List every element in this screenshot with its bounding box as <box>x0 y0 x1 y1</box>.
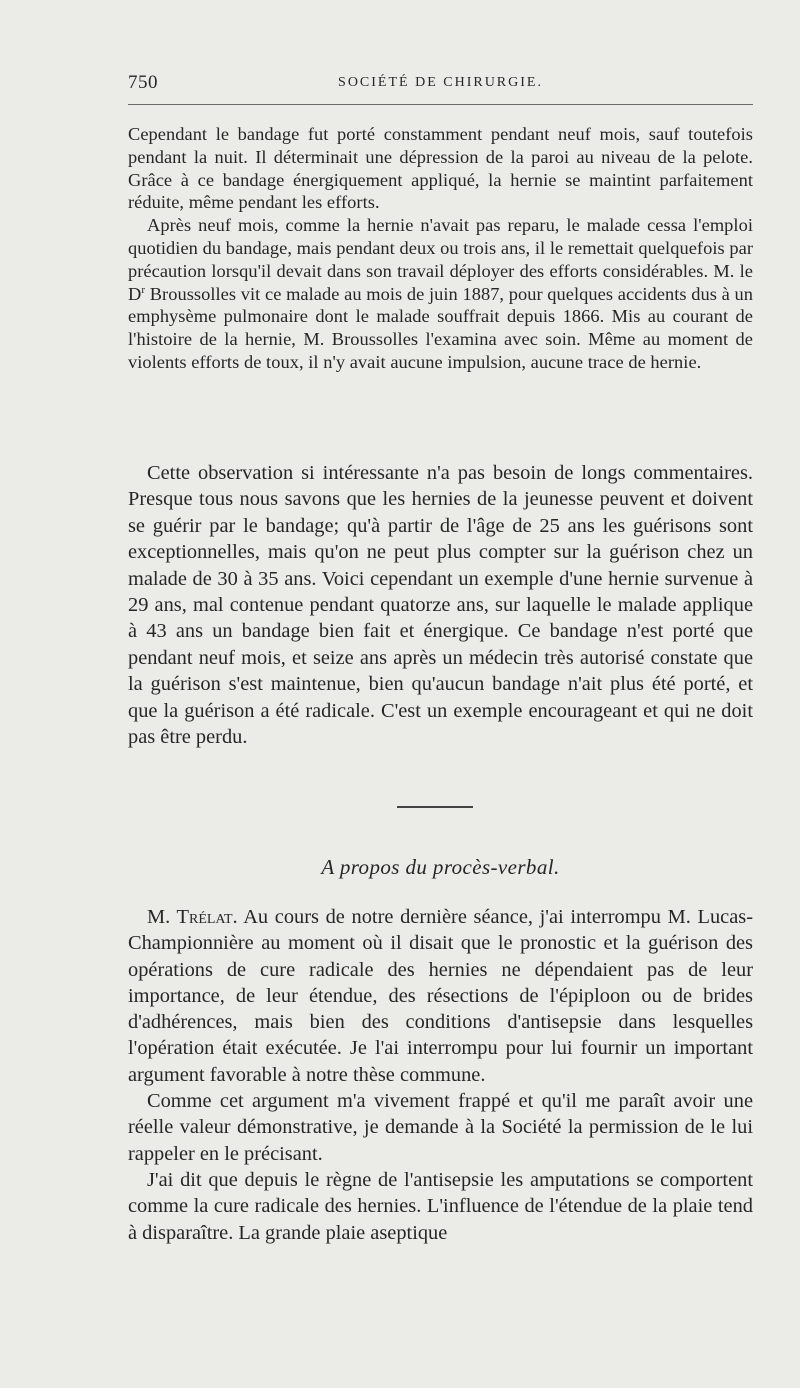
section-body <box>128 904 753 1246</box>
case-paragraph-2-start: Après neuf mois, comme la hernie n'avait pas reparu, le malade cessa l'emploi quotidien du bandage, mais pendant deux ou trois ans, il le remettait quelquefois par précaution lorsqu'il devait dans son travail déployer des efforts considérables. M. le D <box>128 215 753 304</box>
commentary-paragraph: Cette observation si intéressante n'a pas besoin de longs commentaires. Presque tous nous savons que les hernies de la jeunesse peuvent et doivent se guérir par le bandage; qu'à partir de l'âge de 25 ans les guérisons sont exceptionnelles, mais qu'on ne peut plus compter sur la guérison chez un malade de 30 à 35 ans. Voici cependant un exemple d'une hernie survenue à 29 ans, mal contenue pendant quatorze ans, sur laquelle le malade applique à 43 ans un bandage bien fait et énergique. Ce bandage n'est porté que pendant neuf mois, et seize ans après un médecin très autorisé constate que la guérison s'est maintenue, bien qu'aucun bandage n'ait plus été porté, et que la guérison a été radicale. C'est un exemple encourageant et qui ne doit pas être perdu. <box>128 462 753 749</box>
section-divider <box>397 806 473 808</box>
header-rule <box>128 104 753 105</box>
section-title: A propos du procès-verbal. <box>321 855 560 879</box>
section-paragraph-2: Comme cet argument m'a vivement frappé et qu'il me paraît avoir une réelle valeur démonstrative, je demande à la Société la permission de le lui rappeler en le précisant. <box>128 1090 753 1165</box>
case-paragraph-2-end: Broussolles vit ce malade au mois de juin 1887, pour quelques accidents dus à un emphysème pulmonaire dont le malade souffrait depuis 1866. Mis au courant de l'histoire de la hernie, M. Broussolles l'examina avec soin. Même au moment de violents efforts de toux, il n'y avait aucune impulsion, aucune trace de hernie. <box>128 283 753 372</box>
section-paragraph-1-text: Au cours de notre dernière séance, j'ai interrompu M. Lucas-Championnière au moment où il disait que le pronostic et la guérison des opérations de cure radicale des hernies ne dépendaient pas de leur importance, de leur étendue, des résections de l'épiploon ou de brides d'adhérences, mais bien des conditions d'antisepsie dans lesquelles l'opération était exécutée. Je l'ai interrompu pour lui fournir un important argument favorable à notre thèse commune. <box>128 906 753 1086</box>
page-header <box>128 72 753 98</box>
running-head: SOCIÉTÉ DE CHIRURGIE. <box>338 75 543 90</box>
case-report <box>128 123 753 374</box>
commentary-block <box>128 460 753 750</box>
section-paragraph-3: J'ai dit que depuis le règne de l'antisepsie les amputations se comportent comme la cure radicale des hernies. L'influence de l'étendue de la plaie tend à disparaître. La grande plaie aseptique <box>128 1168 753 1244</box>
page-number: 750 <box>128 72 158 93</box>
case-paragraph-1: Cependant le bandage fut porté constamment pendant neuf mois, sauf toutefois pendant la nuit. Il déterminait une dépression de la paroi au niveau de la pelote. Grâce à ce bandage énergiquement appliqué, la hernie se maintint parfaitement réduite, même pendant les efforts. <box>128 124 753 213</box>
doctor-abbrev-sup: r <box>141 283 146 296</box>
speaker-name: M. Trélat. <box>147 906 238 928</box>
section-paragraph-1 <box>128 904 753 1088</box>
case-paragraph-2 <box>128 214 753 374</box>
